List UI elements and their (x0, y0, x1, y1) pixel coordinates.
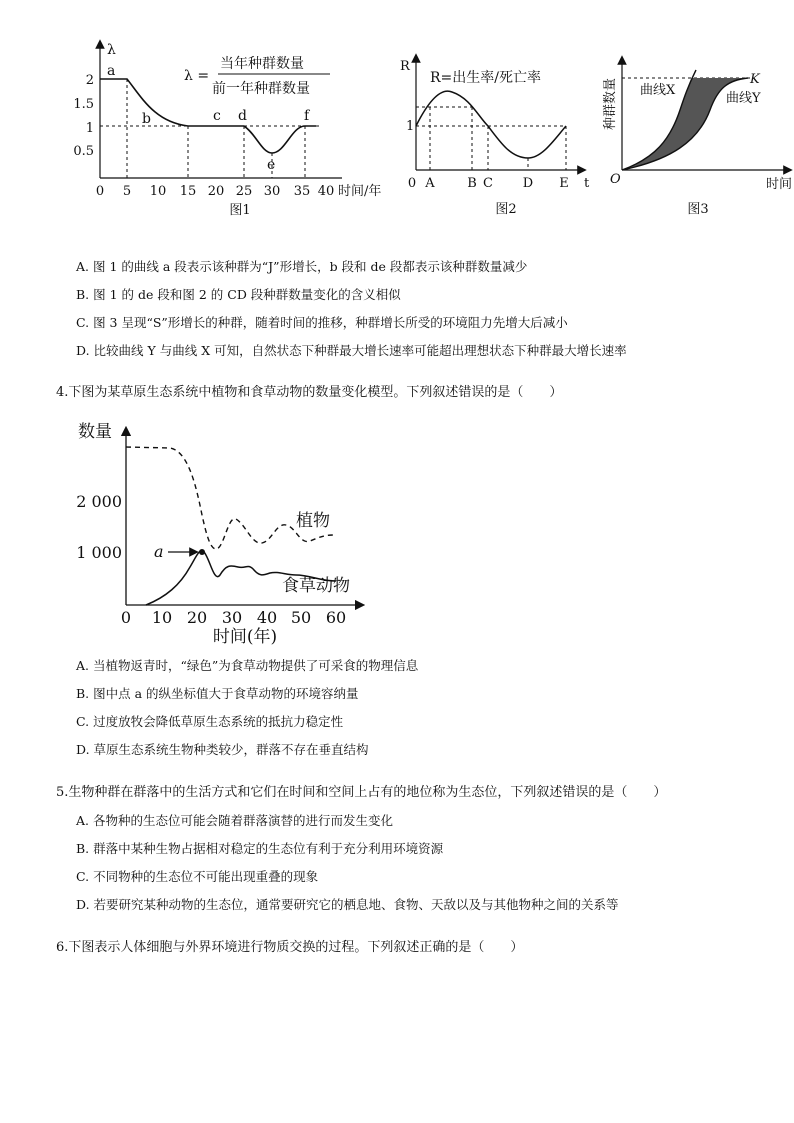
fig4-x-tick: 30 (221, 608, 243, 627)
fig2-y-tick: 1 (406, 119, 415, 134)
fig1-y-label: λ (107, 42, 116, 58)
q5-option-b: B. 群落中某种生物占据相对稳定的生态位有利于充分利用环境资源 (76, 841, 444, 856)
fig1-x-tick: 5 (122, 184, 132, 199)
fig1-y-tick: 1.5 (73, 97, 94, 112)
fig4-plant-curve (126, 447, 334, 549)
fig1-point-label: b (142, 111, 151, 127)
fig1-x-tick: 35 (293, 184, 311, 199)
fig1-point-label: a (107, 63, 116, 79)
fig2-r-curve (416, 91, 566, 158)
fig1-point-label: d (238, 108, 247, 124)
fig4-x-label: 时间(年) (212, 627, 278, 647)
fig2-x-label: t (584, 176, 590, 191)
fig4-x-tick: 20 (186, 608, 208, 627)
fig2-formula: R=出生率/死亡率 (430, 70, 541, 86)
fig1-point-label: c (213, 108, 221, 124)
fig2-y-label: R (400, 59, 410, 74)
figure-4 (70, 415, 380, 650)
q5-option-c: C. 不同物种的生态位不可能出现重叠的现象 (76, 869, 319, 884)
q3-option-d: D. 比较曲线 Y 与曲线 X 可知，自然状态下种群最大增长速率可能超出理想状态下种群最大增长速率 (76, 343, 627, 358)
fig1-x-label: 时间/年 (338, 184, 382, 199)
q6-stem: 6.下图表示人体细胞与外界环境进行物质交换的过程。下列叙述正确的是（ ） (56, 940, 524, 955)
fig4-x-tick: 40 (256, 608, 278, 627)
fig3-x-label: 时间 (766, 177, 793, 192)
q5-stem: 5.生物种群在群落中的生活方式和它们在时间和空间上占有的地位称为生态位，下列叙述错误的是（ ） (56, 785, 667, 800)
fig3-y-label: 种群数量 (603, 77, 618, 130)
fig2-caption: 图2 (495, 202, 517, 217)
fig3-curve-y-label: 曲线Y (726, 91, 761, 106)
fig4-y-tick: 1 000 (76, 543, 122, 562)
fig2-x-tick: C (483, 176, 493, 191)
fig3-curve-x-label: 曲线X (640, 83, 676, 98)
fig1-y-tick: 2 (85, 73, 94, 88)
figure-2 (400, 50, 600, 225)
fig4-point-a (199, 549, 205, 555)
fig2-x-tick: 0 (407, 176, 417, 191)
fig1-formula-lhs: λ = (184, 68, 210, 84)
fig1-formula-numerator: 当年种群数量 (220, 56, 304, 72)
q3-option-c: C. 图 3 呈现“S”形增长的种群，随着时间的推移，种群增长所受的环境阻力先增大后减小 (76, 315, 568, 330)
fig3-origin: O (610, 172, 621, 187)
fig4-x-tick: 10 (151, 608, 173, 627)
fig1-x-tick: 40 (317, 184, 335, 199)
q5-option-a: A. 各物种的生态位可能会随着群落演替的进行而发生变化 (76, 813, 393, 828)
fig2-x-tick: E (559, 176, 569, 191)
fig4-y-tick: 2 000 (76, 492, 122, 511)
fig1-y-tick: 1 (85, 121, 94, 136)
fig2-x-tick: A (425, 176, 435, 191)
fig1-point-label: f (304, 108, 310, 124)
fig1-y-tick: 0.5 (73, 144, 94, 159)
q4-option-b: B. 图中点 a 的纵坐标值大于食草动物的环境容纳量 (76, 686, 359, 701)
q3-option-a: A. 图 1 的曲线 a 段表示该种群为“J”形增长，b 段和 de 段都表示该种群数量减少 (76, 259, 528, 274)
fig3-caption: 图3 (687, 202, 709, 217)
q4-option-c: C. 过度放牧会降低草原生态系统的抵抗力稳定性 (76, 714, 344, 729)
q4-option-a: A. 当植物返青时，“绿色”为食草动物提供了可采食的物理信息 (76, 658, 419, 673)
fig2-x-tick: B (467, 176, 477, 191)
fig4-x-tick: 60 (325, 608, 347, 627)
fig1-x-tick: 0 (95, 184, 105, 199)
fig4-x-tick: 0 (120, 608, 132, 627)
q4-option-d: D. 草原生态系统生物种类较少，群落不存在垂直结构 (76, 742, 369, 757)
fig1-formula-denominator: 前一年种群数量 (212, 81, 310, 97)
fig2-x-tick: D (522, 176, 534, 191)
figure-3 (600, 50, 794, 225)
fig1-x-tick: 20 (207, 184, 225, 199)
fig1-point-label: e (267, 157, 276, 173)
fig1-x-tick: 25 (235, 184, 253, 199)
fig4-herbivore-label: 食草动物 (282, 576, 350, 596)
fig1-x-tick: 15 (179, 184, 197, 199)
q4-stem: 4.下图为某草原生态系统中植物和食草动物的数量变化模型。下列叙述错误的是（ ） (56, 385, 563, 400)
fig1-x-tick: 30 (263, 184, 281, 199)
fig1-caption: 图1 (229, 203, 251, 218)
q3-option-b: B. 图 1 的 de 段和图 2 的 CD 段种群数量变化的含义相似 (76, 287, 401, 302)
fig4-point-a-label: a (154, 542, 164, 561)
fig3-k-label: K (750, 72, 760, 87)
fig4-x-tick: 50 (290, 608, 312, 627)
fig4-y-label: 数量 (78, 422, 112, 442)
figure-1 (73, 38, 400, 223)
fig1-x-tick: 10 (149, 184, 167, 199)
q5-option-d: D. 若要研究某种动物的生态位，通常要研究它的栖息地、食物、天敌以及与其他物种之间的关系等 (76, 897, 619, 912)
fig4-plant-label: 植物 (296, 511, 330, 531)
